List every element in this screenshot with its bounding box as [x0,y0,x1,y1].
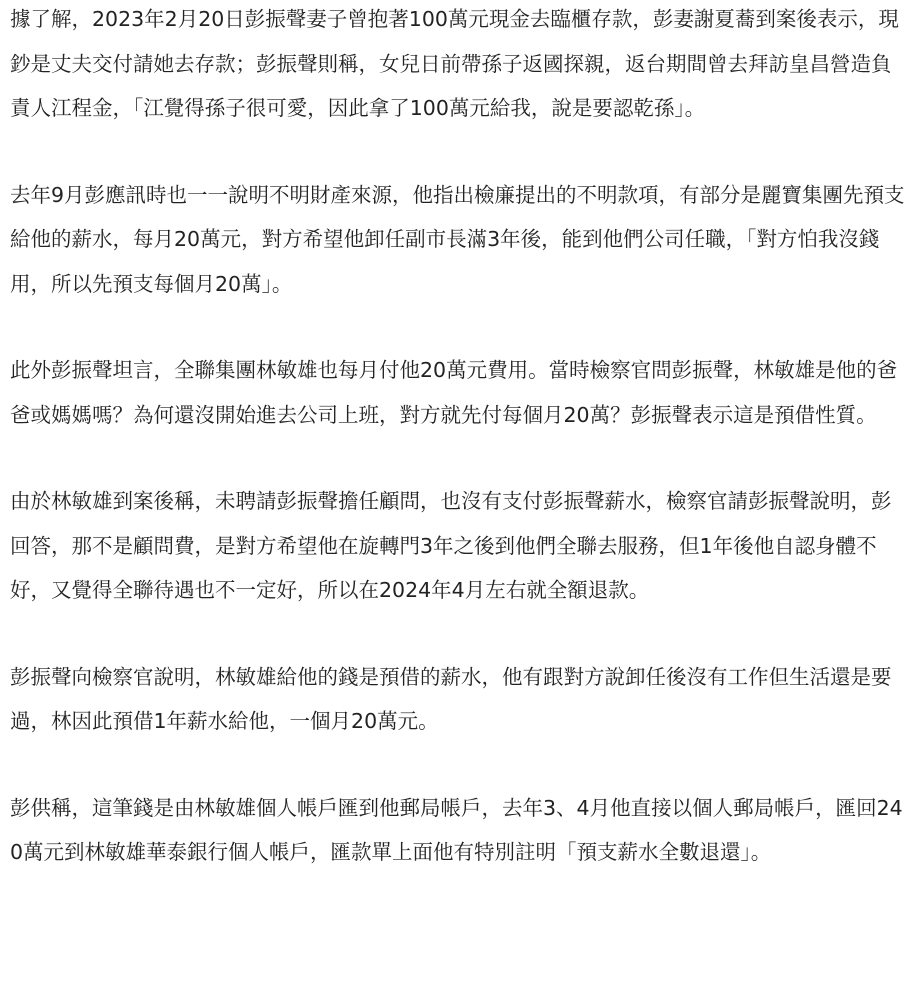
paragraph-5: 彭振聲向檢察官說明，林敏雄給他的錢是預借的薪水，他有跟對方說卸任後沒有工作但生活還是要過，林因此預借1年薪水給他，一個月20萬元。 [10,664,892,733]
paragraph-4: 由於林敏雄到案後稱，未聘請彭振聲擔任顧問，也沒有支付彭振聲薪水，檢察官請彭振聲說明，彭回答，那不是顧問費，是對方希望他在旋轉門3年之後到他們全聯去服務，但1年後他自認身體不好，又覺得全聯待遇也不一定好，所以在2024年4月左右就全額退款。 [10,489,892,602]
paragraph-2: 去年9月彭應訊時也一一說明不明財產來源，他指出檢廉提出的不明款項，有部分是麗寶集團先預支給他的薪水，每月20萬元，對方希望他卸任副市長滿3年後，能到他們公司任職，「對方怕我沒錢用，所以先預支每個月20萬」。 [10,182,905,296]
paragraph-3: 此外彭振聲坦言，全聯集團林敏雄也每月付他20萬元費用。當時檢察官問彭振聲，林敏雄是他的爸爸或媽媽嗎？為何還沒開始進去公司上班，對方就先付每個月20萬？彭振聲表示這是預借性質。 [10,358,898,427]
paragraph-6: 彭供稱，這筆錢是由林敏雄個人帳戶匯到他郵局帳戶，去年3、4月他直接以個人郵局帳戶，匯回240萬元到林敏雄華泰銀行個人帳戶，匯款單上面他有特別註明「預支薪水全數退還」。 [10,795,903,864]
paragraph-1: 據了解，2023年2月20日彭振聲妻子曾抱著100萬元現金去臨櫃存款，彭妻謝夏蕎到案後表示，現鈔是丈夫交付請她去存款；彭振聲則稱，女兒日前帶孫子返國探親，返台期間曾去拜訪皇昌營造負責人江程金，「江覺得孫子很可愛，因此拿了100萬元給我，說是要認乾孫」。 [10,7,899,120]
